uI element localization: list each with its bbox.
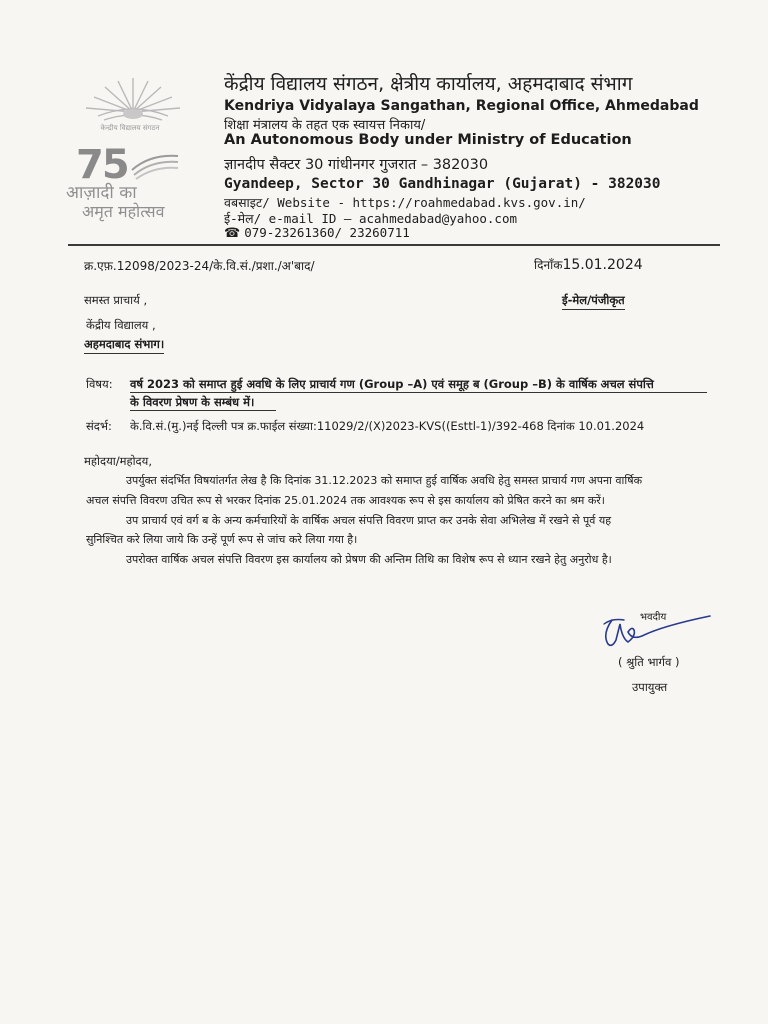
paragraph-1-line-2: अचल संपत्ति विवरण उचित रूप से भरकर दिनांक 25.01.2024 तक आवश्यक रूप से इस कार्यालय को प्रेषित करने का श्रम करें। (86, 494, 605, 507)
org-title-english: Kendriya Vidyalaya Sangathan, Regional Office, Ahmedabad (224, 98, 699, 114)
phone-number: 079-23261360/ 23260711 (244, 225, 410, 240)
logo-area (60, 72, 210, 222)
subject-label: विषय: (86, 377, 113, 391)
subject-line-1: वर्ष 2023 को समाप्त हुई अवधि के लिए प्राचार्य गण (Group –A) एवं समूह ब (Group –B) के वार्षिक अचल संपत्ति (130, 377, 654, 391)
address-english: Gyandeep, Sector 30 Gandhinagar (Gujarat) - 382030 (224, 176, 661, 192)
subject-line-2: के विवरण प्रेषण के सम्बंध में। (130, 395, 255, 409)
reference-number: क्र.एफ़.12098/2023-24/के.वि.सं./प्रशा./अ'बाद/ (84, 259, 315, 273)
paragraph-2-line-1: उप प्राचार्य एवं वर्ग ब के अन्य कर्मचारियों के वार्षिक अचल संपत्ति विवरण प्राप्त कर उनके सेवा अभिलेख में रखने से पूर्व यह (126, 514, 612, 527)
paragraph-3-line-1: उपरोक्त वार्षिक अचल संपत्ति विवरण इस कार्यालय को प्रेषण की अन्तिम तिथि का विशेष रूप से ध्यान रखने हेतु अनुरोध है। (126, 553, 612, 566)
designation: उपायुक्त (632, 680, 668, 694)
azadi-75-logo: 75 (76, 142, 128, 188)
azadi-line-1: आज़ादी का (66, 183, 137, 203)
addressee-line-2: केंद्रीय विद्यालय , (86, 318, 156, 332)
closing: भवदीय (640, 612, 667, 623)
org-body-english: An Autonomous Body under Ministry of Education (224, 132, 632, 148)
delivery-mode: ई-मेल/पंजीकृत (562, 293, 625, 310)
paragraph-1-line-1: उपर्युक्त संदर्भित विषयांतर्गत लेख है कि दिनांक 31.12.2023 को समाप्त हुई वार्षिक अवधि हेतु समस्त प्राचार्य गण अपना वार्षिक (126, 474, 643, 487)
org-title-hindi: केंद्रीय विद्यालय संगठन, क्षेत्रीय कार्यालय, अहमदाबाद संभाग (224, 73, 633, 95)
phone-line (224, 225, 410, 241)
azadi-line-2: अमृत महोत्सव (82, 202, 165, 221)
letterhead-divider (68, 244, 720, 246)
date-value: 15.01.2024 (562, 257, 643, 273)
flag-swoosh-icon (130, 150, 180, 180)
website-link[interactable]: वबसाइट/ Website - https://roahmedabad.kvs.gov.in/ (224, 195, 586, 210)
date-label: दिनाँक (534, 258, 563, 272)
phone-icon: ☎ (224, 226, 241, 241)
paragraph-2-line-2: सुनिश्चित करे लिया जाये कि उन्हें पूर्ण रूप से जांच करे लिया गया है। (86, 533, 358, 546)
handwritten-signature (598, 608, 718, 658)
subject-underline-1 (130, 392, 707, 393)
reference-text: के.वि.सं.(मु.)नई दिल्ली पत्र क्र.फाईल संख्या:11029/2/(X)2023-KVS((Esttl-1)/392-468 दिनांक 10.01.2024 (130, 419, 645, 433)
subject-underline-2 (130, 410, 276, 411)
letter-date (534, 256, 643, 273)
address-hindi: ज्ञानदीप सैक्टर 30 गांधीनगर गुजरात – 382030 (224, 157, 489, 173)
emblem-caption: केन्द्रीय विद्यालय संगठन (100, 124, 160, 132)
email-link[interactable]: ई-मेल/ e-mail ID – acahmedabad@yahoo.com (224, 211, 518, 226)
salutation: महोदया/महोदय, (84, 454, 152, 468)
org-body-hindi: शिक्षा मंत्रालय के तहत एक स्वायत्त निकाय/ (224, 118, 426, 133)
reference-label: संदर्भ: (86, 419, 112, 433)
addressee-line-3: अहमदाबाद संभाग। (84, 337, 164, 354)
addressee-line-1: समस्त प्राचार्य , (84, 293, 148, 307)
signatory-name: ( श्रुति भार्गव ) (618, 655, 680, 669)
